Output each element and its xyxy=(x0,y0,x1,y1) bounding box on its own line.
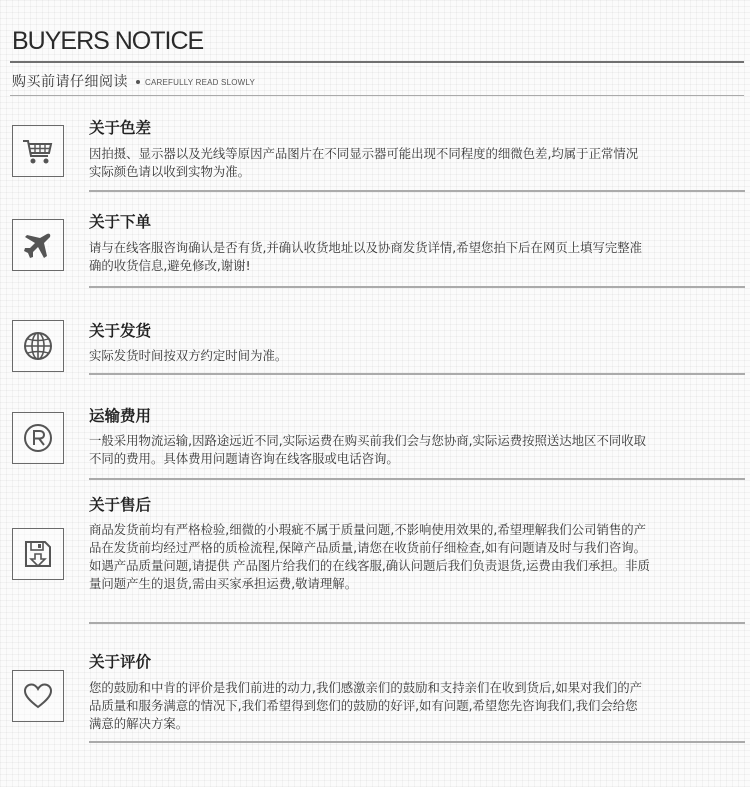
section-body xyxy=(89,239,709,275)
section-title: 关于评价 xyxy=(89,653,152,671)
subheader xyxy=(12,70,255,92)
section-line: 品在发货前均经过严格的质检流程,保障产品质量,请您在收货前仔细检查,如有问题请及时与我们咨询。 xyxy=(89,540,647,555)
section-line: 如遇产品质量问题,请提供 产品图片给我们的在线客服,确认问题后我们负责退货,运费由我们承担。非质 xyxy=(89,558,650,573)
section-divider xyxy=(89,741,745,743)
buyers-notice-header-title: BUYERS NOTICE xyxy=(12,27,204,55)
section-divider xyxy=(89,622,745,624)
section-line: 不同的费用。具体费用问题请咨询在线客服或电话咨询。 xyxy=(89,451,399,466)
icon-box xyxy=(12,412,64,464)
section-title: 关于发货 xyxy=(89,322,152,340)
subheader-dot xyxy=(136,80,140,84)
save-download-icon xyxy=(21,537,55,571)
section-line: 实际颜色请以收到实物为准。 xyxy=(89,164,251,179)
section-line: 确的收货信息,避免修改,谢谢! xyxy=(89,258,251,273)
subheader-divider xyxy=(10,95,744,96)
section-body xyxy=(89,521,709,593)
section-title: 关于色差 xyxy=(89,119,152,137)
section-line: 实际发货时间按双方约定时间为准。 xyxy=(89,348,288,363)
section-title: 关于售后 xyxy=(89,496,152,514)
section-line: 商品发货前均有严格检验,细微的小瑕疵不属于质量问题,不影响使用效果的,希望理解我们公司销售的产 xyxy=(89,522,647,537)
globe-icon xyxy=(21,329,55,363)
section-line: 因拍摄、显示器以及光线等原因产品图片在不同显示器可能出现不同程度的细微色差,均属于正常情况 xyxy=(89,146,639,161)
section-line: 请与在线客服咨询确认是否有货,并确认收货地址以及协商发货详情,希望您拍下后在网页上填写完整准 xyxy=(89,240,643,255)
section-divider xyxy=(89,373,745,375)
heart-icon xyxy=(21,679,55,713)
subheader-english: CAREFULLY READ SLOWLY xyxy=(145,77,256,87)
section-divider xyxy=(89,286,745,288)
icon-box xyxy=(12,320,64,372)
subheader-chinese: 购买前请仔细阅读 xyxy=(12,74,128,90)
icon-box xyxy=(12,670,64,722)
icon-box xyxy=(12,125,64,177)
section-divider xyxy=(89,478,745,480)
section-title: 关于下单 xyxy=(89,213,152,231)
section-body xyxy=(89,432,709,468)
section-body xyxy=(89,679,709,733)
section-line: 满意的解决方案。 xyxy=(89,716,189,731)
section-body xyxy=(89,347,709,365)
airplane-icon xyxy=(21,228,55,262)
icon-box xyxy=(12,528,64,580)
section-body xyxy=(89,145,709,181)
section-line: 一般采用物流运输,因路途远近不同,实际运费在购买前我们会与您协商,实际运费按照送达地区不同收取 xyxy=(89,433,647,448)
icon-box xyxy=(12,219,64,271)
section-title: 运输费用 xyxy=(89,407,152,425)
section-line: 量问题产生的退货,需由买家承担运费,敬请理解。 xyxy=(89,576,358,591)
header-divider xyxy=(10,61,744,63)
section-divider xyxy=(89,190,745,192)
section-line: 您的鼓励和中肯的评价是我们前进的动力,我们感激亲们的鼓励和支持亲们在收到货后,如果对我们的产 xyxy=(89,680,643,695)
shopping-cart-icon xyxy=(21,134,55,168)
registered-icon xyxy=(21,421,55,455)
section-line: 品质量和服务满意的情况下,我们希望得到您们的鼓励的好评,如有问题,希望您先咨询我们,我们会给您 xyxy=(89,698,638,713)
